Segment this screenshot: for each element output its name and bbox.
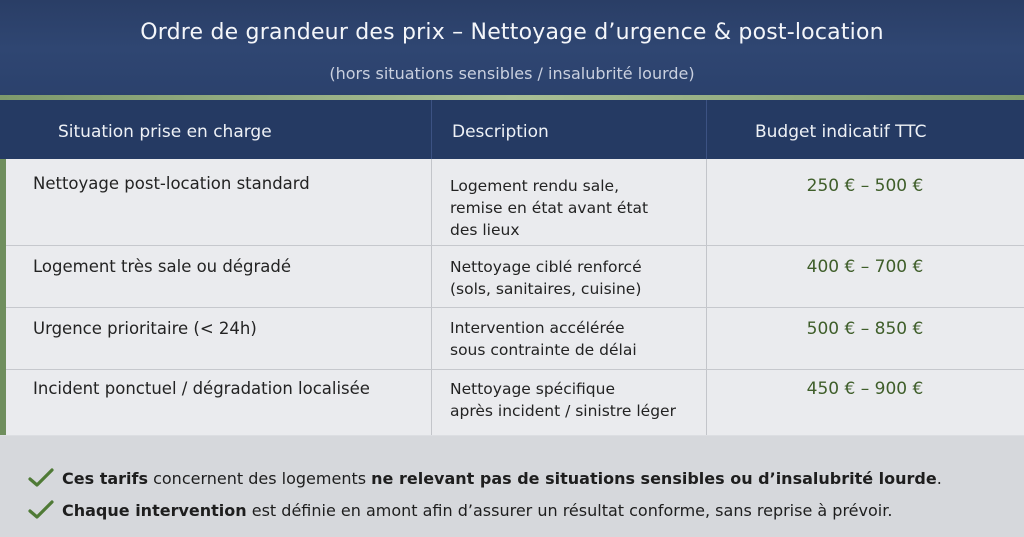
description-line: Nettoyage ciblé renforcé (450, 258, 642, 276)
notes-section (0, 436, 1024, 537)
check-icon (28, 500, 54, 520)
table-row (6, 246, 1024, 308)
table-row (6, 159, 1024, 246)
table-row (6, 308, 1024, 370)
row-description (450, 256, 700, 300)
row-description (450, 175, 700, 241)
note-text: est définie en amont afin d’assurer un résultat conforme, sans reprise à prévoir. (246, 501, 893, 520)
column-header-situation: Situation prise en charge (58, 122, 272, 142)
row-situation: Urgence prioritaire (< 24h) (33, 319, 257, 338)
note-text: . (936, 469, 942, 488)
page-title: Ordre de grandeur des prix – Nettoyage d’urgence & post-location (140, 20, 884, 45)
note-strong: Chaque intervention (62, 501, 247, 520)
page-subtitle: (hors situations sensibles / insalubrité lourde) (329, 64, 695, 83)
row-budget: 450 € – 900 € (806, 379, 924, 399)
column-header-budget: Budget indicatif TTC (755, 122, 927, 142)
row-description (450, 317, 700, 361)
row-situation: Logement très sale ou dégradé (33, 257, 292, 276)
note-strong: ne relevant pas de situations sensibles ou d’insalubrité lourde (371, 469, 937, 488)
row-budget: 500 € – 850 € (806, 319, 924, 339)
description-line: sous contrainte de délai (450, 341, 637, 359)
note-text: concernent des logements (148, 469, 372, 488)
note-strong: Ces tarifs (62, 469, 148, 488)
column-divider (431, 100, 432, 159)
note-item (28, 500, 892, 520)
description-line: Nettoyage spécifique (450, 380, 615, 398)
description-line: remise en état avant état (450, 199, 649, 217)
check-icon (28, 468, 54, 488)
description-line: (sols, sanitaires, cuisine) (450, 280, 642, 298)
row-budget: 400 € – 700 € (806, 257, 924, 277)
description-line: Intervention accélérée (450, 319, 625, 337)
column-divider (706, 100, 707, 159)
row-situation: Incident ponctuel / dégradation localisée (33, 379, 370, 398)
description-line: Logement rendu sale, (450, 177, 620, 195)
table-row (6, 370, 1024, 435)
page-header (0, 0, 1024, 97)
description-line: après incident / sinistre léger (450, 402, 676, 420)
table-header (0, 100, 1024, 159)
note-item (28, 468, 942, 488)
description-line: des lieux (450, 221, 520, 239)
row-situation: Nettoyage post-location standard (33, 174, 310, 193)
row-budget: 250 € – 500 € (806, 176, 924, 196)
column-header-description: Description (452, 122, 549, 142)
row-description (450, 378, 700, 422)
